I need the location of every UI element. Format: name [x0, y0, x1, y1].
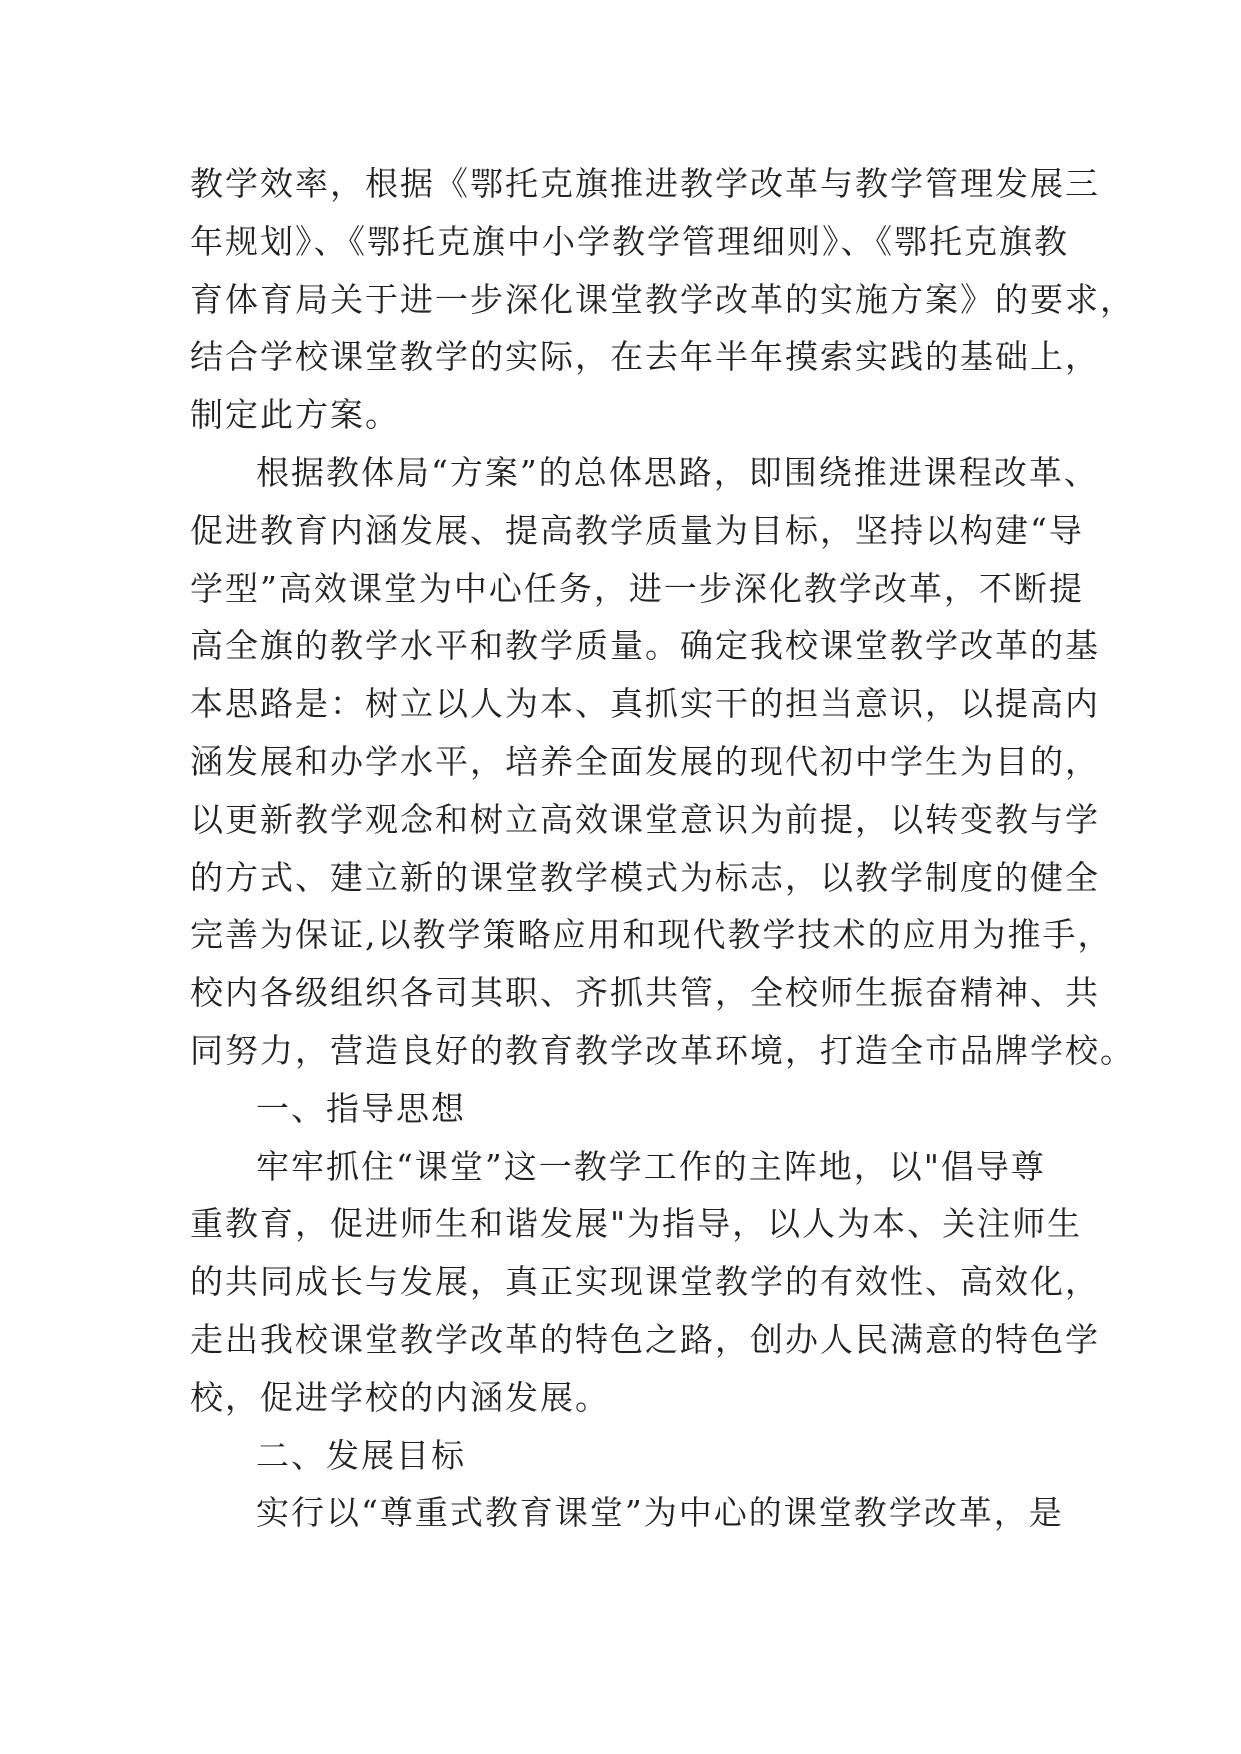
- paragraph-guiding-thought: [190, 1138, 1100, 1427]
- text-line: 牢牢抓住“课堂”这一教学工作的主阵地，以"倡导尊: [256, 1146, 1046, 1186]
- paragraph-development-goal: [190, 1484, 1090, 1542]
- text-line: 根据教体局“方案”的总体思路，即围绕推进课程改革、: [256, 452, 1099, 492]
- text-line: 校，促进学校的内涵发展。: [190, 1377, 610, 1417]
- text-line: 重教育，促进师生和谐发展"为指导，以人为本、关注师生: [190, 1204, 1083, 1244]
- text-line: 涵发展和办学水平，培养全面发展的现代初中学生为目的，: [190, 741, 1100, 781]
- text-line: 走出我校课堂教学改革的特色之路，创办人民满意的特色学: [190, 1319, 1100, 1359]
- text-line: 的方式、建立新的课堂教学模式为标志，以教学制度的健全: [190, 857, 1100, 897]
- section-heading: 二、发展目标: [256, 1435, 466, 1475]
- text-line: 促进教育内涵发展、提高教学质量为目标，坚持以构建“导: [190, 510, 1084, 550]
- paragraph-basic-thinking: [190, 444, 1135, 1080]
- text-line: 制定此方案。: [190, 395, 400, 435]
- text-line: 本思路是：树立以人为本、真抓实干的担当意识，以提高内: [190, 684, 1100, 724]
- text-line: 结合学校课堂教学的实际，在去年半年摸索实践的基础上，: [190, 337, 1100, 377]
- text-line: 同努力，营造良好的教育教学改革环境，打造全市品牌学校。: [190, 1030, 1135, 1070]
- section-heading-guiding-thought: [190, 1080, 1090, 1138]
- section-heading: 一、指导思想: [256, 1088, 466, 1128]
- text-line: 实行以“尊重式教育课堂”为中心的课堂教学改革，是: [256, 1493, 1064, 1533]
- text-line: 教学效率，根据《鄂托克旗推进教学改革与教学管理发展三: [190, 164, 1100, 203]
- text-line: 高全旗的教学水平和教学质量。确定我校课堂教学改革的基: [190, 626, 1100, 666]
- text-line: 以更新教学观念和树立高效课堂意识为前提，以转变教与学: [190, 799, 1100, 839]
- text-line: 完善为保证,以教学策略应用和现代教学技术的应用为推手，: [190, 915, 1113, 955]
- text-line: 的共同成长与发展，真正实现课堂教学的有效性、高效化，: [190, 1262, 1100, 1302]
- text-line: 年规划》、《鄂托克旗中小学教学管理细则》、《鄂托克旗教: [190, 221, 1069, 261]
- paragraph-intro: [190, 155, 1135, 444]
- document-body: [190, 155, 1135, 1542]
- text-line: 育体育局关于进一步深化课堂教学改革的实施方案》的要求，: [190, 279, 1135, 319]
- text-line: 校内各级组织各司其职、齐抓共管，全校师生振奋精神、共: [190, 973, 1100, 1013]
- text-line: 学型”高效课堂为中心任务，进一步深化教学改革，不断提: [190, 568, 1084, 608]
- section-heading-development-goal: [190, 1427, 1090, 1485]
